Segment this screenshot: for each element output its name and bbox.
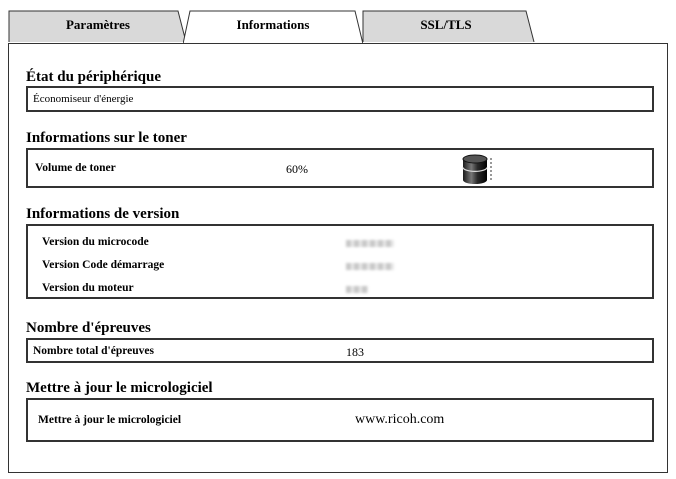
- information-panel: [8, 43, 668, 473]
- page-count-value: 183: [346, 345, 364, 359]
- version-title: Informations de version: [26, 206, 180, 222]
- firmware-version-label: Version du microcode: [42, 236, 149, 248]
- boot-code-version-value-redacted: [346, 263, 394, 270]
- tab-bar: [8, 8, 538, 44]
- toner-value: 60%: [286, 162, 308, 176]
- engine-version-value-redacted: [346, 286, 368, 293]
- engine-version-label: Version du moteur: [42, 282, 134, 294]
- boot-code-version-label: Version Code démarrage: [42, 259, 165, 271]
- tab-parametres[interactable]: [8, 8, 188, 42]
- toner-label: Volume de toner: [35, 162, 116, 174]
- firmware-update-label: Mettre à jour le micrologiciel: [38, 414, 182, 426]
- device-status-title: État du périphérique: [26, 69, 162, 85]
- device-status-value: Économiseur d'énergie: [33, 93, 134, 105]
- tab-ssl-tls[interactable]: [356, 8, 536, 42]
- tab-label: Paramètres: [65, 17, 130, 32]
- firmware-version-value-redacted: [346, 240, 394, 247]
- firmware-update-title: Mettre à jour le micrologiciel: [26, 380, 213, 396]
- tab-informations[interactable]: [183, 8, 363, 42]
- page-count-box: [26, 338, 654, 363]
- tab-label: Informations: [236, 17, 310, 32]
- toner-title: Informations sur le toner: [26, 130, 187, 146]
- toner-box: [26, 148, 654, 188]
- firmware-update-link[interactable]: www.ricoh.com: [355, 412, 445, 427]
- version-box: [26, 224, 654, 299]
- page-count-label: Nombre total d'épreuves: [33, 345, 154, 357]
- page-count-title: Nombre d'épreuves: [26, 320, 151, 336]
- toner-cartridge-icon: [460, 153, 496, 187]
- device-status-box: [26, 86, 654, 112]
- tab-label: SSL/TLS: [420, 17, 472, 32]
- firmware-update-box: [26, 398, 654, 442]
